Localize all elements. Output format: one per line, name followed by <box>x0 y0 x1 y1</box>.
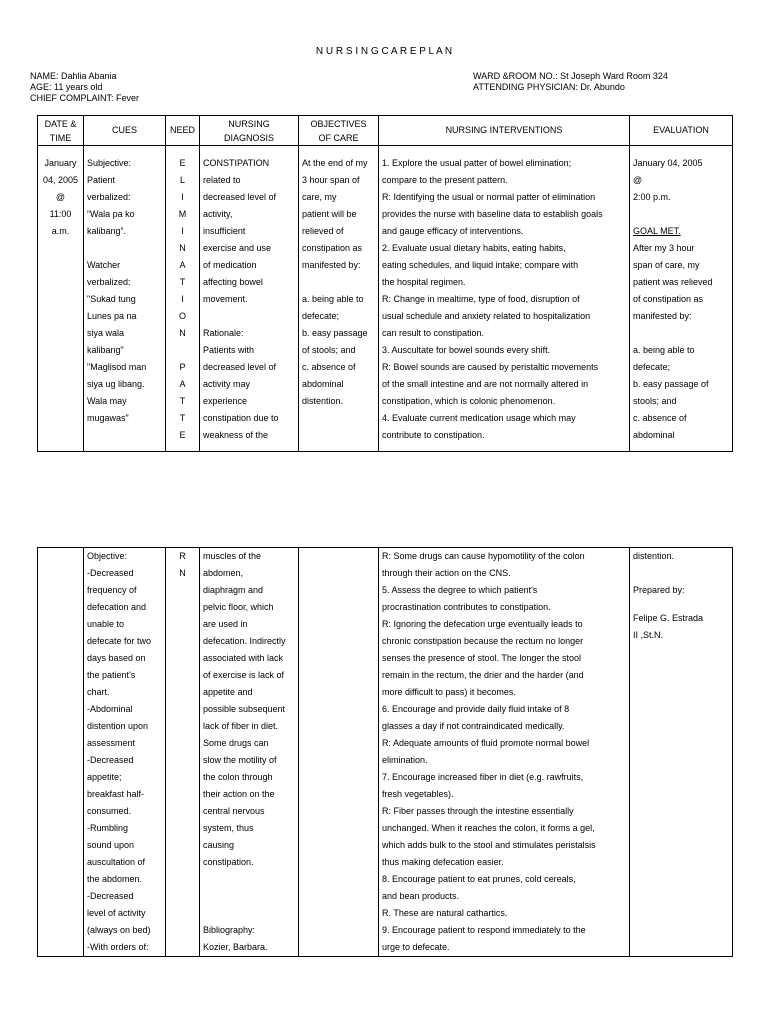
text-line: of exercise is lack of <box>203 670 285 680</box>
objectives-cell-cont <box>299 548 379 957</box>
text-line: P <box>179 362 186 372</box>
text-line: unchanged. When it reaches the colon, it forms a gel, <box>382 823 595 833</box>
continuation-row <box>38 548 733 957</box>
text-line <box>203 888 295 905</box>
text-line: E <box>179 158 186 168</box>
text-line: 1. Explore the usual patter of bowel elimination; <box>382 158 572 168</box>
text-line: causing <box>203 840 235 850</box>
text-line: Objective: <box>87 551 128 561</box>
attending-physician: ATTENDING PHYSICIAN: Dr. Abundo <box>473 82 625 92</box>
text-line: 6. Encourage and provide daily fluid intake of 8 <box>382 704 570 714</box>
text-line: related to <box>203 175 241 185</box>
text-line: manifested by: <box>633 311 692 321</box>
text-line: Wala may <box>87 396 127 406</box>
text-line: R: Adequate amounts of fluid promote normal bowel <box>382 738 590 748</box>
text-line: constipation. <box>203 857 254 867</box>
text-line: R <box>179 551 186 561</box>
text-line: experience <box>203 396 248 406</box>
text-line: defecate; <box>633 362 671 372</box>
text-line <box>203 871 295 888</box>
text-line: defecate; <box>302 311 340 321</box>
text-line: more difficult to pass) it becomes. <box>382 687 516 697</box>
text-line: contribute to constipation. <box>382 430 485 440</box>
text-line: kalibang”. <box>87 226 127 236</box>
need-cell-cont <box>166 548 200 957</box>
text-line: R: Ignoring the defecation urge eventually leads to <box>382 619 583 629</box>
text-line: decreased level of <box>203 362 277 372</box>
text-line: through their action on the CNS. <box>382 568 511 578</box>
text-line: and gauge efficacy of interventions. <box>382 226 524 236</box>
text-line: I <box>181 226 184 236</box>
evaluation-cell <box>630 146 733 452</box>
header-evaluation: EVALUATION <box>630 116 733 146</box>
text-line: diaphragm and <box>203 585 264 595</box>
text-line: 4. Evaluate current medication usage which may <box>382 413 576 423</box>
header-interventions: NURSING INTERVENTIONS <box>379 116 630 146</box>
need-lines-cont <box>169 548 196 582</box>
text-line: Bibliography: <box>203 925 256 935</box>
text-line: level of activity <box>87 908 146 918</box>
text-line: constipation due to <box>203 413 279 423</box>
signer-title: II ,St.N. <box>633 630 664 640</box>
date-cell-cont <box>38 548 84 957</box>
text-line: days based on <box>87 653 146 663</box>
interventions-cell <box>379 146 630 452</box>
text-line: O <box>178 311 186 321</box>
prepared-by-label: Prepared by: <box>633 585 685 595</box>
text-line: remain in the rectum, the drier and the harder (and <box>382 670 584 680</box>
text-line: L <box>179 175 185 185</box>
text-line: Patients with <box>203 345 255 355</box>
text-line: After my 3 hour <box>633 243 695 253</box>
ward-info <box>473 70 668 92</box>
care-plan-table-page1 <box>37 115 733 452</box>
text-line: Rationale: <box>203 328 244 338</box>
text-line: appetite and <box>203 687 253 697</box>
text-line: of medication <box>203 260 257 270</box>
date-lines <box>41 155 80 240</box>
text-line: lack of fiber in diet. <box>203 721 279 731</box>
text-line: I <box>181 294 184 304</box>
text-line <box>633 206 729 223</box>
text-line: elimination. <box>382 755 428 765</box>
chief-complaint: CHIEF COMPLAINT: Fever <box>30 93 140 103</box>
text-line: GOAL MET. <box>633 226 681 236</box>
text-line: senses the presence of stool. The longer the stool <box>382 653 581 663</box>
text-line: breakfast half- <box>87 789 145 799</box>
text-line: movement. <box>203 294 248 304</box>
text-line: consumed. <box>87 806 132 816</box>
text-line: appetite; <box>87 772 122 782</box>
text-line: possible subsequent <box>203 704 286 714</box>
text-line: -Decreased <box>87 568 134 578</box>
text-line: 3 hour span of <box>302 175 360 185</box>
text-line: verbalized: <box>87 277 131 287</box>
objectives-lines <box>302 155 375 410</box>
need-lines <box>169 155 196 444</box>
text-line: 04, 2005 <box>42 175 79 185</box>
text-line: kalibang" <box>87 345 124 355</box>
objectives-cell <box>299 146 379 452</box>
text-line: @ <box>55 192 66 202</box>
evaluation-cell-cont <box>630 548 733 957</box>
text-line: “Wala pa ko <box>87 209 135 219</box>
text-line: procrastination contributes to constipation. <box>382 602 551 612</box>
text-line: abdomen, <box>203 568 244 578</box>
text-line: pelvic floor, which <box>203 602 274 612</box>
text-line: Kozier, Barbara. <box>203 942 268 952</box>
text-line: exercise and use <box>203 243 272 253</box>
cues-cell <box>84 146 166 452</box>
text-line: 7. Encourage increased fiber in diet (e.g. rawfruits, <box>382 772 584 782</box>
text-line: the abdomen. <box>87 874 143 884</box>
text-line: frequency of <box>87 585 137 595</box>
patient-name: NAME: Dahlia Abania <box>30 71 117 81</box>
text-line: "Maglisod man <box>87 362 147 372</box>
text-line: N <box>179 243 186 253</box>
cues-lines <box>87 155 162 427</box>
text-line: R: Bowel sounds are caused by peristaltic movements <box>382 362 599 372</box>
text-line: -Decreased <box>87 755 134 765</box>
header-need: NEED <box>166 116 200 146</box>
text-line: sound upon <box>87 840 135 850</box>
date-cell <box>38 146 84 452</box>
text-line: siya wala <box>87 328 125 338</box>
text-line: associated with lack <box>203 653 284 663</box>
text-line: of the small intestine and are not normally altered in <box>382 379 589 389</box>
text-line: chronic constipation because the rectum no longer <box>382 636 584 646</box>
text-line: glasses a day if not contraindicated medically. <box>382 721 565 731</box>
text-line: chart. <box>87 687 110 697</box>
text-line: 8. Encourage patient to eat prunes, cold cereals, <box>382 874 576 884</box>
text-line: eating schedules, and liquid intake; compare with <box>382 260 579 270</box>
text-line: activity, <box>203 209 233 219</box>
text-line: constipation, which is colonic phenomenon. <box>382 396 556 406</box>
text-line: patient was relieved <box>633 277 713 287</box>
text-line: E <box>179 430 186 440</box>
page-title: N U R S I N G C A R E P L A N <box>315 46 453 57</box>
text-line: -With orders of: <box>87 942 149 952</box>
text-line: manifested by: <box>302 260 361 270</box>
header-nursing-diagnosis: NURSING DIAGNOSIS <box>200 116 299 146</box>
text-line: of stools; and <box>302 345 356 355</box>
text-line: 11:00 <box>49 209 72 219</box>
diagnosis-lines-cont <box>203 548 295 956</box>
text-line: compare to the present pattern. <box>382 175 508 185</box>
text-line: T <box>179 413 186 423</box>
text-line: mugawas" <box>87 413 129 423</box>
patient-age: AGE: 11 years old <box>30 82 103 92</box>
text-line <box>302 274 375 291</box>
text-line: affecting bowel <box>203 277 263 287</box>
text-line: At the end of my <box>302 158 368 168</box>
text-line: urge to defecate. <box>382 942 450 952</box>
cues-cell-cont <box>84 548 166 957</box>
text-line: abdominal <box>302 379 344 389</box>
text-line: -Rumbling <box>87 823 129 833</box>
text-line: 2:00 p.m. <box>633 192 671 202</box>
text-line: central nervous <box>203 806 265 816</box>
header-date-time: DATE & TIME <box>38 116 84 146</box>
text-line: Watcher <box>87 260 121 270</box>
text-line: -Decreased <box>87 891 134 901</box>
text-line: -Abdominal <box>87 704 133 714</box>
text-line: of constipation as <box>633 294 704 304</box>
text-line: which adds bulk to the stool and stimulates peristalsis <box>382 840 596 850</box>
text-line: siya ug libang. <box>87 379 145 389</box>
signer-name: Felipe G. Estrada <box>633 613 704 623</box>
text-line: assessment <box>87 738 136 748</box>
text-line: Some drugs can <box>203 738 269 748</box>
text-line: fresh vegetables). <box>382 789 454 799</box>
text-line: Subjective: <box>87 158 132 168</box>
evaluation-lines-cont <box>633 548 729 644</box>
text-line: Lunes pa na <box>87 311 137 321</box>
text-line: care, my <box>302 192 337 202</box>
text-line: usual schedule and anxiety related to hospitalization <box>382 311 591 321</box>
evaluation-continued: distention. <box>633 551 675 561</box>
need-cell <box>166 146 200 452</box>
text-line: R. These are natural cathartics. <box>382 908 508 918</box>
text-line: R: Identifying the usual or normal patter of elimination <box>382 192 596 202</box>
diagnosis-cell <box>200 146 299 452</box>
header-row <box>38 116 733 146</box>
text-line: R: Some drugs can cause hypomotility of the colon <box>382 551 585 561</box>
text-line: 5. Assess the degree to which patient's <box>382 585 538 595</box>
text-line: insufficient <box>203 226 246 236</box>
text-line <box>203 905 295 922</box>
diagnosis-cell-cont <box>200 548 299 957</box>
text-line: the colon through <box>203 772 273 782</box>
text-line: N <box>179 328 186 338</box>
text-line: slow the motility of <box>203 755 277 765</box>
text-line: system, thus <box>203 823 254 833</box>
text-line: distention. <box>302 396 344 406</box>
text-line: @ <box>633 175 643 185</box>
text-line: c. absence of <box>302 362 356 372</box>
text-line: activity may <box>203 379 251 389</box>
interventions-cell-cont <box>379 548 630 957</box>
text-line <box>633 325 729 342</box>
evaluation-lines <box>633 155 729 444</box>
text-line: 9. Encourage patient to respond immediately to the <box>382 925 586 935</box>
text-line: 2. Evaluate usual dietary habits, eating habits, <box>382 243 566 253</box>
diagnosis-lines <box>203 155 295 444</box>
text-line: are used in <box>203 619 248 629</box>
text-line: stools; and <box>633 396 677 406</box>
text-line: relieved of <box>302 226 344 236</box>
text-line: 3. Auscultate for bowel sounds every shift. <box>382 345 551 355</box>
text-line: muscles of the <box>203 551 262 561</box>
text-line: verbalized: <box>87 192 131 202</box>
text-line: the patient's <box>87 670 136 680</box>
text-line: c. absence of <box>633 413 687 423</box>
text-line: weakness of the <box>203 430 269 440</box>
text-line: constipation as <box>302 243 363 253</box>
text-line: a. being able to <box>302 294 364 304</box>
text-line: distention upon <box>87 721 149 731</box>
text-line: T <box>179 277 186 287</box>
care-plan-table-page2 <box>37 547 733 957</box>
text-line: and bean products. <box>382 891 460 901</box>
text-line: their action on the <box>203 789 275 799</box>
text-line: a.m. <box>51 226 70 236</box>
text-line: "Sukad tung <box>87 294 136 304</box>
text-line <box>169 342 196 359</box>
text-line: can result to constipation. <box>382 328 485 338</box>
text-line: CONSTIPATION <box>203 158 270 168</box>
text-line: a. being able to <box>633 345 695 355</box>
text-line: abdominal <box>633 430 675 440</box>
objective-cues-lines <box>87 548 162 956</box>
ward-room: WARD &ROOM NO.: St Joseph Ward Room 324 <box>473 71 668 81</box>
text-line: N <box>179 568 186 578</box>
text-line: Patient <box>87 175 116 185</box>
text-line: defecation. Indirectly <box>203 636 286 646</box>
text-line: provides the nurse with baseline data to establish goals <box>382 209 603 219</box>
text-line <box>203 308 295 325</box>
text-line: defecate for two <box>87 636 152 646</box>
text-line: the hospital regimen. <box>382 277 466 287</box>
text-line: thus making defecation easier. <box>382 857 504 867</box>
text-line: M <box>178 209 187 219</box>
text-line: A <box>179 260 186 270</box>
text-line: b. easy passage <box>302 328 368 338</box>
interventions-lines <box>382 155 626 444</box>
text-line: January <box>44 158 77 168</box>
text-line: I <box>181 192 184 202</box>
text-line: span of care, my <box>633 260 700 270</box>
text-line: unable to <box>87 619 125 629</box>
text-line: auscultation of <box>87 857 146 867</box>
text-line: R: Change in mealtime, type of food, disruption of <box>382 294 580 304</box>
text-line: b. easy passage of <box>633 379 709 389</box>
text-line: defecation and <box>87 602 147 612</box>
text-line: (always on bed) <box>87 925 151 935</box>
text-line <box>87 240 162 257</box>
text-line: patient will be <box>302 209 357 219</box>
header-cues: CUES <box>84 116 166 146</box>
patient-info <box>30 70 139 103</box>
content-row <box>38 146 733 452</box>
text-line: R: Fiber passes through the intestine essentially <box>382 806 574 816</box>
header-objectives: OBJECTIVES OF CARE <box>299 116 379 146</box>
text-line: A <box>179 379 186 389</box>
text-line: January 04, 2005 <box>633 158 703 168</box>
interventions-lines-cont <box>382 548 626 956</box>
text-line: decreased level of <box>203 192 277 202</box>
text-line: T <box>179 396 186 406</box>
